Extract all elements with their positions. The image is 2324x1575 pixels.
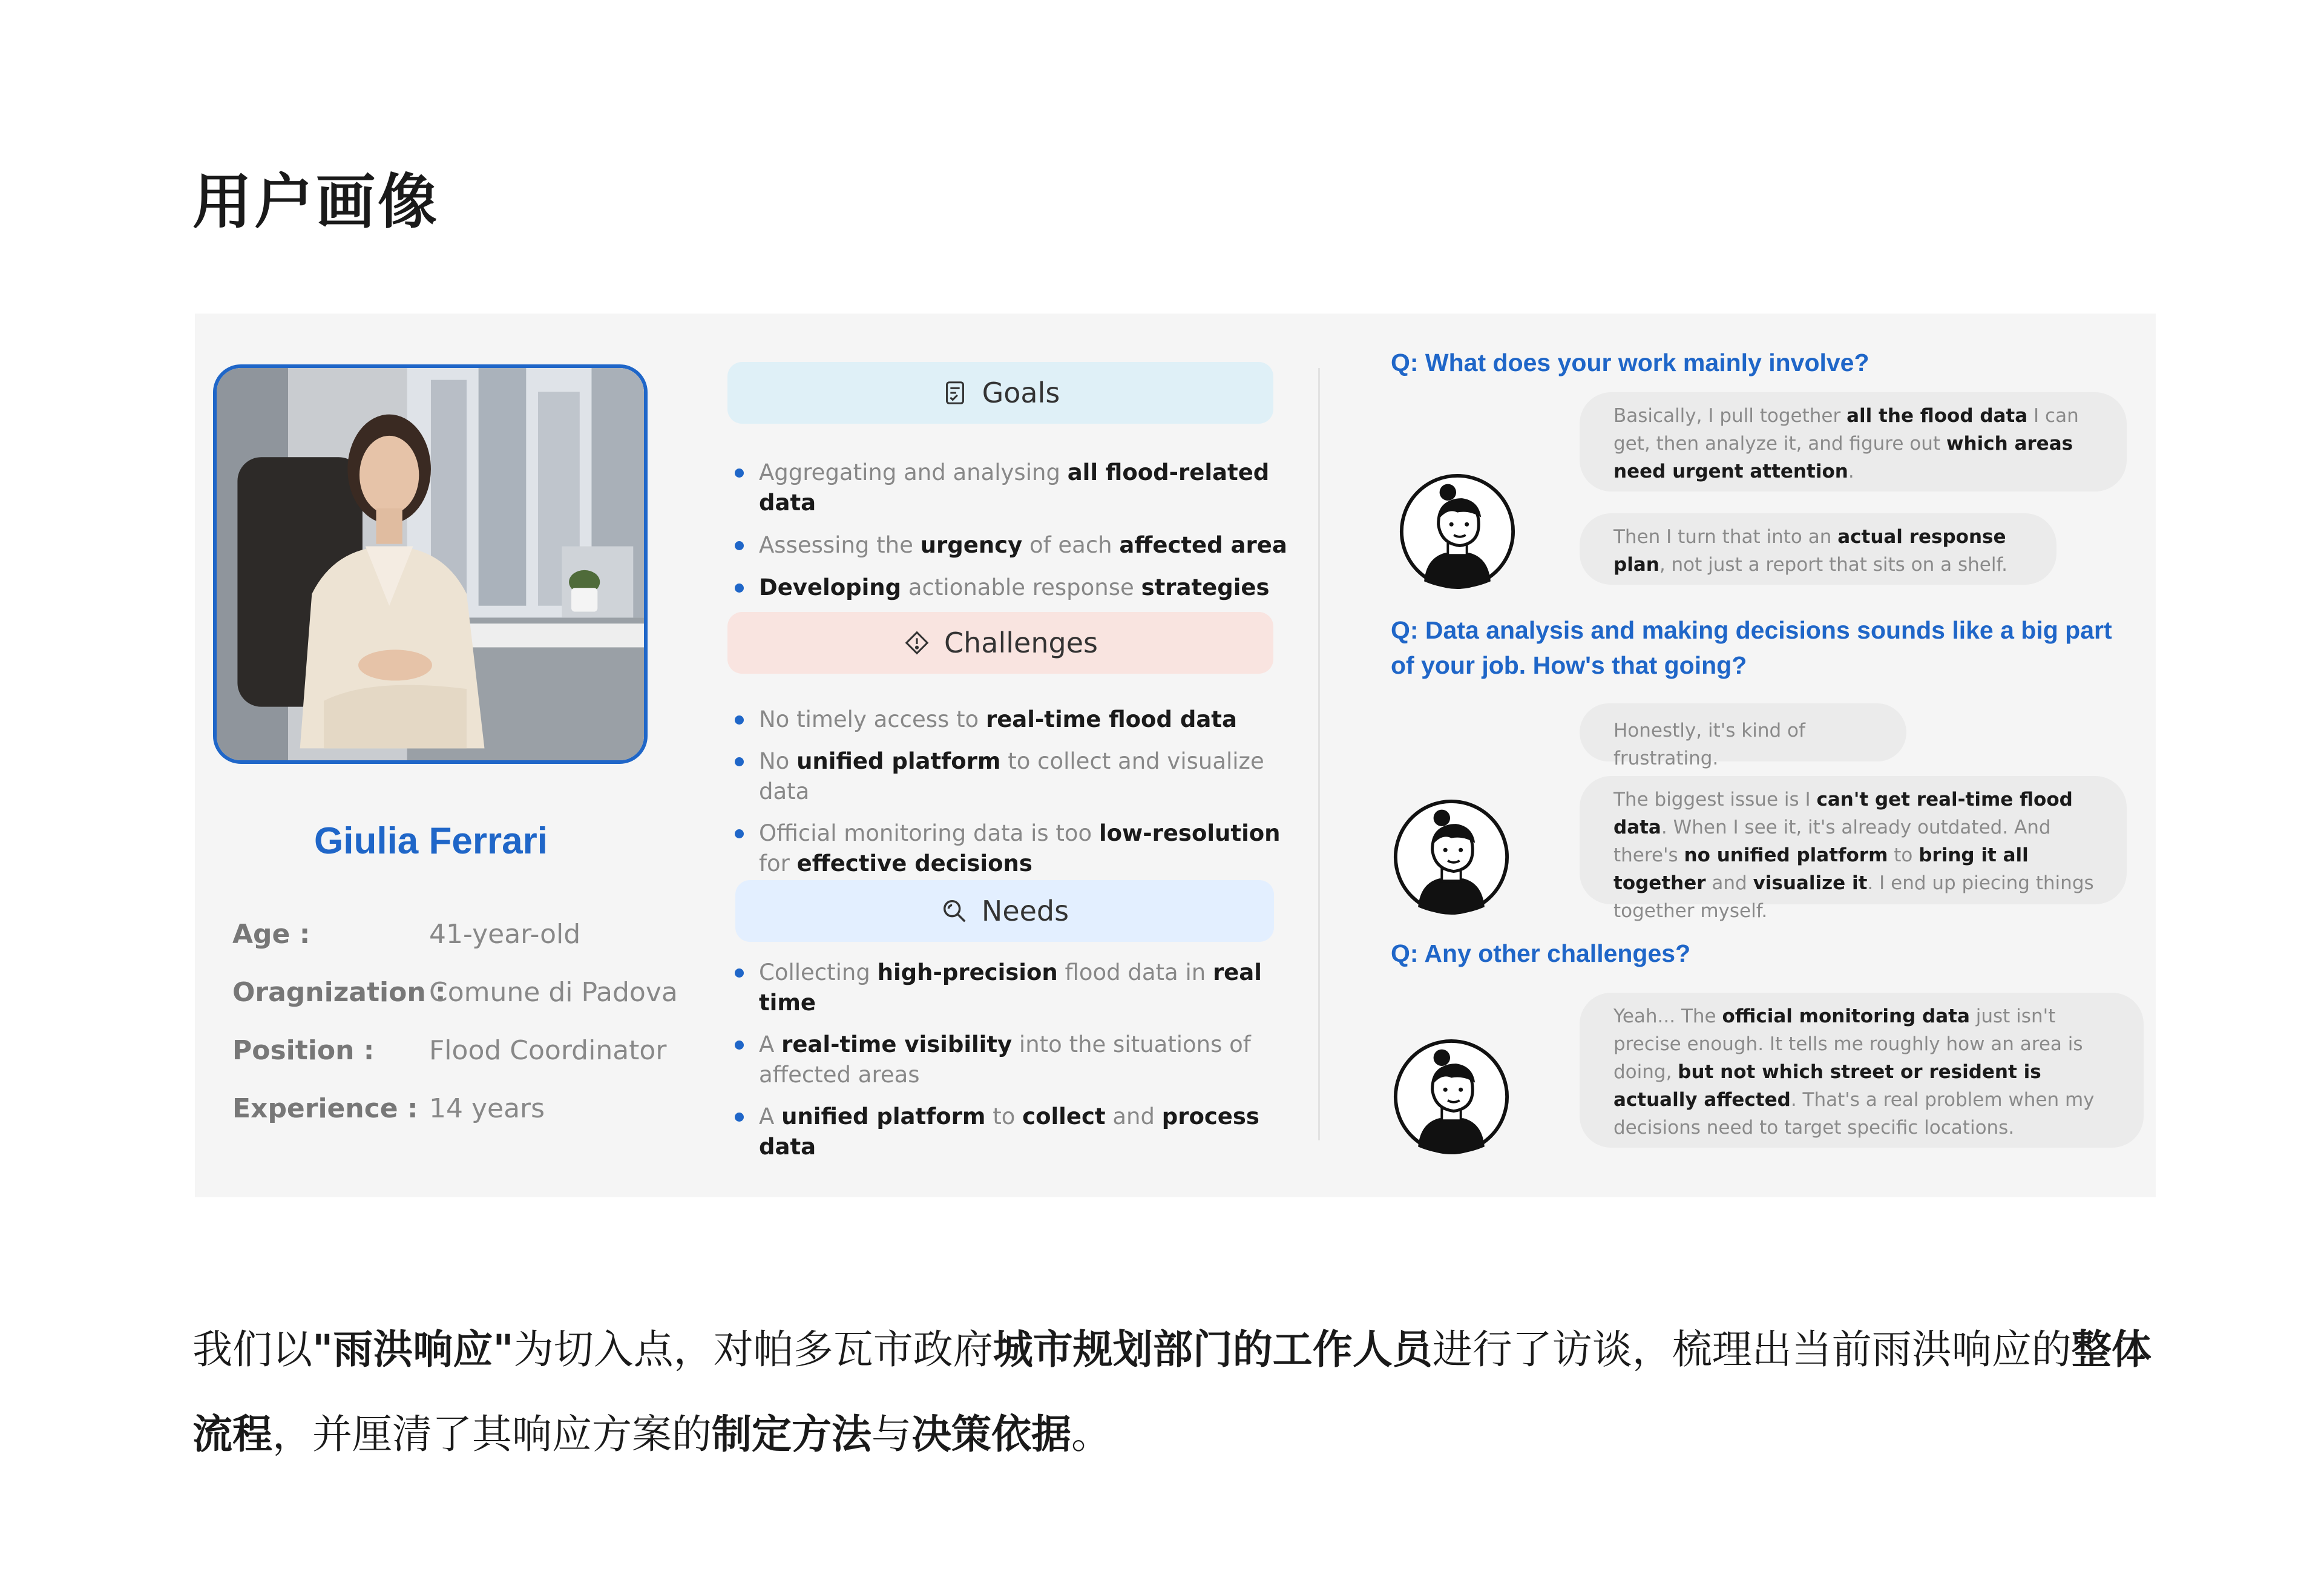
challenges-label: Challenges [944, 626, 1098, 659]
attribute-label: Position : [232, 1035, 375, 1066]
list-item: No timely access to real-time flood data [735, 705, 1304, 735]
interviewee-avatar-icon [1392, 1037, 1511, 1156]
emphasis-text: unified platform [796, 748, 1001, 774]
attribute-value: Flood Coordinator [429, 1035, 667, 1066]
needs-label: Needs [981, 895, 1069, 927]
list-item: Assessing the urgency of each affected area [735, 530, 1304, 561]
emphasis-text: 整体流程 [192, 1326, 2152, 1458]
emphasis-text: 制定方法 [712, 1411, 872, 1458]
emphasis-text: strategies [1141, 574, 1270, 600]
list-item: Aggregating and analysing all flood-related data [735, 458, 1304, 518]
interviewee-avatar-icon [1398, 472, 1517, 591]
portrait-image [217, 368, 644, 760]
list-item: A unified platform to collect and process data [735, 1102, 1304, 1162]
emphasis-text: bring it all together [1613, 844, 2029, 894]
search-icon [940, 897, 968, 925]
needs-header [735, 880, 1274, 942]
person-name: Giulia Ferrari [314, 820, 548, 862]
emphasis-text: actual response plan [1613, 526, 2006, 576]
profile-photo [213, 364, 648, 764]
emphasis-text: "雨洪响应" [312, 1326, 514, 1373]
emphasis-text: urgency [920, 532, 1023, 558]
persona-card [195, 314, 2156, 1197]
answer-bubble: Then I turn that into an actual response plan, not just a report that sits on a shelf. [1580, 513, 2056, 585]
question-1: Q: What does your work mainly involve? [1391, 349, 1869, 376]
goals-label: Goals [982, 376, 1060, 409]
attribute-label: Oragnization : [232, 977, 446, 1008]
emphasis-text: process data [759, 1103, 1259, 1160]
question-3: Q: Any other challenges? [1391, 939, 1691, 967]
emphasis-text: Developing [759, 574, 902, 600]
challenges-list [735, 705, 1304, 890]
emphasis-text: real-time visibility [781, 1031, 1013, 1057]
emphasis-text: effective decisions [796, 850, 1032, 876]
emphasis-text: all the flood data [1846, 405, 2028, 427]
emphasis-text: affected area [1119, 532, 1287, 558]
list-item: Collecting high-precision flood data in real time [735, 958, 1304, 1018]
emphasis-text: 决策依据 [911, 1411, 1071, 1458]
emphasis-text: 城市规划部门的工作人员 [993, 1326, 1433, 1373]
emphasis-text: official monitoring data [1722, 1005, 1970, 1027]
question-2: Q: Data analysis and making decisions sounds like a big part of your job. How's that going? [1391, 616, 2112, 679]
answer-bubble: Yeah... The official monitoring data just isn't precise enough. It tells me roughly how an area is doing, but not which street or resident is actually affected. That's a real problem when my decisions need to target specific locations. [1580, 993, 2144, 1148]
emphasis-text: can't get real-time flood data [1613, 789, 2073, 838]
answer-bubble: The biggest issue is I can't get real-time flood data. When I see it, it's already outdated. And there's no unified platform to bring it all together and visualize it. I end up piecing things together myself. [1580, 776, 2127, 904]
interviewee-avatar-icon [1392, 798, 1511, 916]
emphasis-text: but not which street or resident is actually affected [1613, 1061, 2041, 1111]
emphasis-text: visualize it [1753, 872, 1868, 894]
column-divider [1318, 368, 1320, 1140]
goals-header [727, 362, 1273, 424]
warning-diamond-icon [903, 629, 931, 657]
list-item: No unified platform to collect and visualize data [735, 746, 1304, 807]
answer-bubble: Honestly, it's kind of frustrating. [1580, 703, 1906, 761]
list-item: Official monitoring data is too low-resolution for effective decisions [735, 818, 1304, 879]
attribute-label: Age : [232, 919, 310, 950]
document-icon [941, 379, 969, 407]
needs-list [735, 958, 1304, 1174]
goals-list [735, 458, 1304, 615]
attribute-value: Comune di Padova [429, 977, 678, 1008]
attribute-label: Experience : [232, 1093, 418, 1124]
summary-paragraph: 我们以"雨洪响应"为切入点，对帕多瓦市政府城市规划部门的工作人员进行了访谈，梳理出当前雨洪响应的整体流程，并厘清了其响应方案的制定方法与决策依据。 [192, 1326, 2152, 1458]
emphasis-text: real-time flood data [985, 706, 1237, 732]
emphasis-text: high-precision [877, 959, 1058, 985]
emphasis-text: all flood-related data [759, 459, 1270, 516]
challenges-header [727, 612, 1273, 674]
emphasis-text: low-resolution [1098, 820, 1281, 846]
emphasis-text: unified platform [781, 1103, 986, 1129]
emphasis-text: no unified platform [1684, 844, 1888, 866]
list-item: Developing actionable response strategies [735, 573, 1304, 603]
answer-bubble: Basically, I pull together all the flood data I can get, then analyze it, and figure out which areas need urgent attention. [1580, 392, 2127, 492]
emphasis-text: which areas need urgent attention [1613, 433, 2073, 482]
page-title: 用户画像 [192, 168, 440, 237]
emphasis-text: real time [759, 959, 1262, 1016]
attribute-value: 14 years [429, 1093, 545, 1124]
attribute-value: 41-year-old [429, 919, 581, 950]
list-item: A real-time visibility into the situations of affected areas [735, 1030, 1304, 1090]
emphasis-text: collect [1022, 1103, 1106, 1129]
